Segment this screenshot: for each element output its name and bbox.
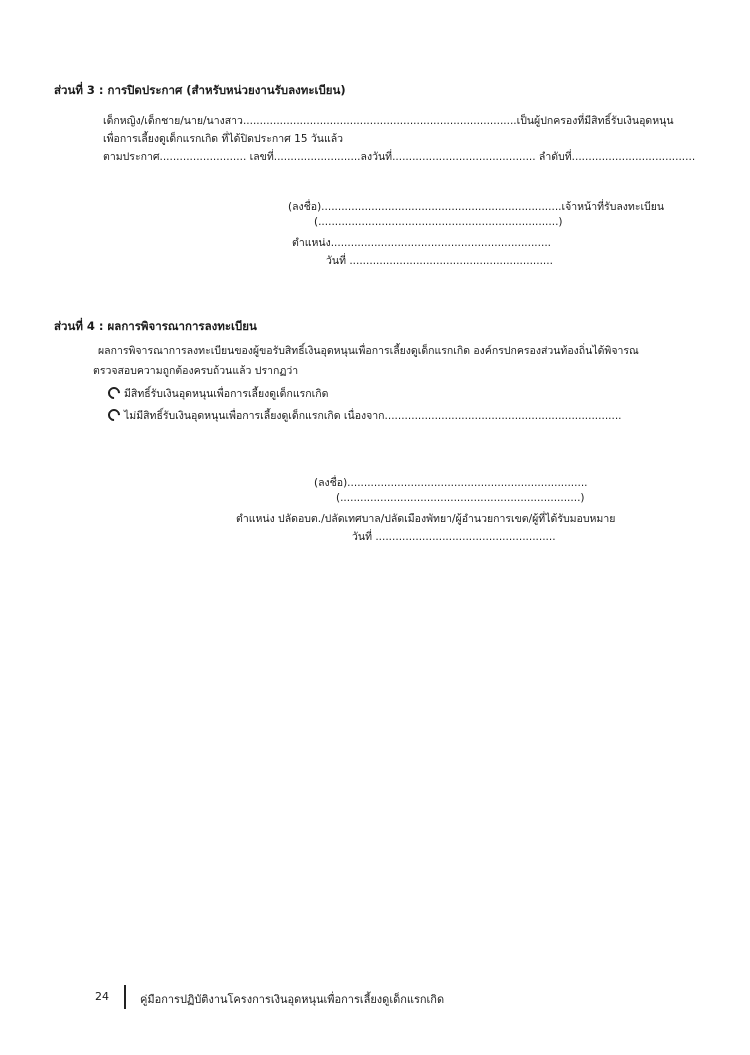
page-number: 24 (95, 990, 109, 1003)
footer-divider (124, 985, 126, 1009)
section3-line3: ตามประกาศ.......................... เลขที่..........................ลงวันที่........................................... ลำดับที่..................................... (103, 151, 696, 163)
radio-circle-icon[interactable] (106, 385, 123, 402)
section3-sign-date: วันที่ ............................................................. (326, 255, 553, 267)
section4-sign-position: ตำแหน่ง ปลัดอบต./ปลัดเทศบาล/ปลัดเมืองพัทยา/ผู้อำนวยการเขต/ผู้ที่ได้รับมอบหมาย (236, 513, 616, 525)
section4-sign-date: วันที่ ...................................................... (352, 531, 556, 543)
radio-circle-icon[interactable] (106, 407, 123, 424)
option-eligible[interactable] (108, 385, 328, 402)
option-eligible-label: มีสิทธิ์รับเงินอุดหนุนเพื่อการเลี้ยงดูเด็กแรกเกิด (124, 388, 329, 400)
section4-para1: ผลการพิจารณาการลงทะเบียนของผู้ขอรับสิทธิ์เงินอุดหนุนเพื่อการเลี้ยงดูเด็กแรกเกิด องค์กรปกครองส่วนท้องถิ่นได้พิจารณ (98, 345, 639, 357)
section3-line1: เด็กหญิง/เด็กชาย/นาย/นางสาว..................................................................................เป็นผู้ปกครองที่มีสิทธิ์รับเงินอุดหนุน (103, 115, 674, 127)
section3-sign-position: ตำแหน่ง.................................................................. (292, 237, 551, 249)
option-not-eligible[interactable] (108, 407, 622, 424)
section4-heading: ส่วนที่ 4 : ผลการพิจารณาการลงทะเบียน (54, 319, 257, 333)
section3-sign-paren: (........................................................................) (314, 216, 563, 228)
footer-title: คู่มือการปฏิบัติงานโครงการเงินอุดหนุนเพื่อการเลี้ยงดูเด็กแรกเกิด (140, 993, 445, 1006)
section3-sign-name: (ลงชื่อ)........................................................................เจ้าหน้าที่รับลงทะเบียน (288, 201, 665, 213)
section4-sign-name: (ลงชื่อ)........................................................................ (314, 477, 588, 489)
section4-sign-paren: (........................................................................) (336, 492, 585, 504)
section3-heading: ส่วนที่ 3 : การปิดประกาศ (สำหรับหน่วยงานรับลงทะเบียน) (54, 83, 346, 97)
option-not-eligible-label: ไม่มีสิทธิ์รับเงินอุดหนุนเพื่อการเลี้ยงดูเด็กแรกเกิด เนื่องจาก....................................................................... (124, 410, 622, 422)
section4-para2: ตรวจสอบความถูกต้องครบถ้วนแล้ว ปรากฏว่า (93, 365, 299, 377)
section3-line2: เพื่อการเลี้ยงดูเด็กแรกเกิด ที่ได้ปิดประกาศ 15 วันแล้ว (103, 133, 344, 145)
